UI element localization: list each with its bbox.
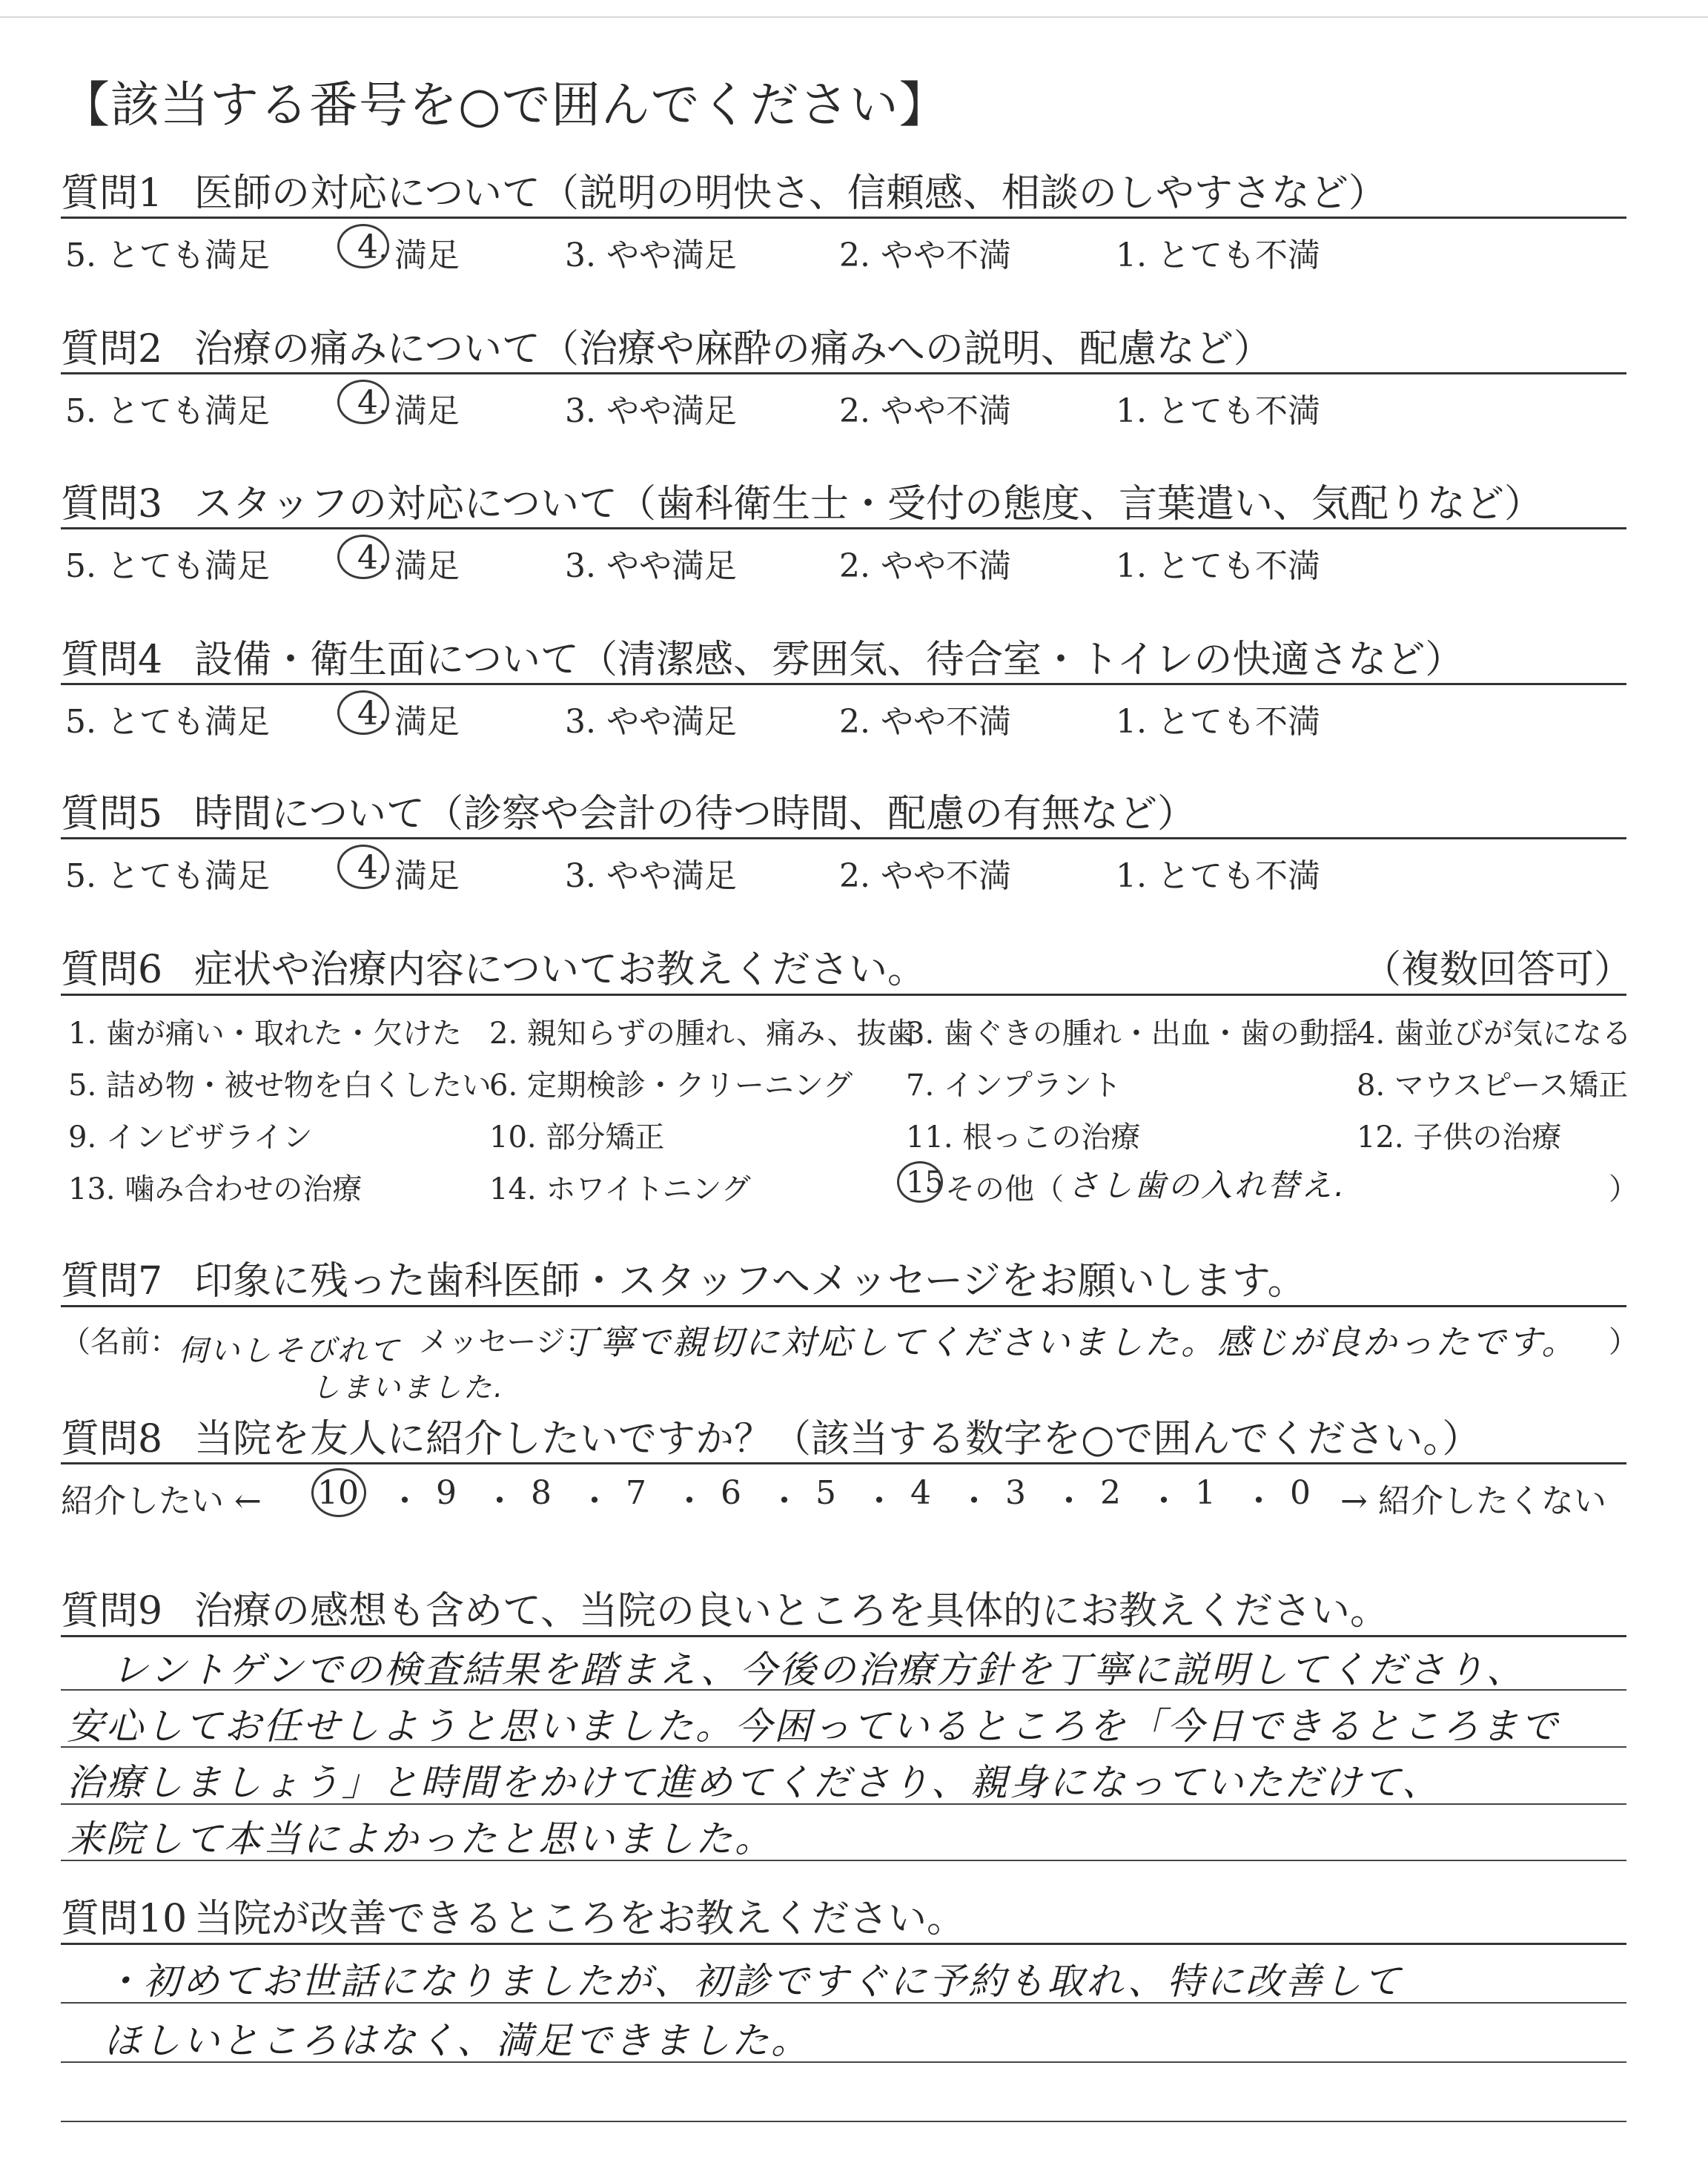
- q8-right-label: → 紹介したくない: [1340, 1482, 1606, 1520]
- q6-option-4[interactable]: 4. 歯並びが気になる: [1357, 1017, 1632, 1051]
- q2-option-4[interactable]: 3. やや満足: [565, 392, 737, 430]
- q8-scale-dot: ・: [1053, 1482, 1085, 1520]
- q8-scale-value[interactable]: 2: [1100, 1474, 1121, 1512]
- q2-number: 質問2: [61, 327, 163, 371]
- q4-rule: [61, 683, 1626, 685]
- q6-option-7[interactable]: 7. インプラント: [906, 1069, 1122, 1103]
- q1-option-6[interactable]: 1. とても不満: [1116, 237, 1320, 274]
- q10-rule: [61, 1943, 1626, 1945]
- q7-close-paren: ）: [1609, 1325, 1638, 1359]
- q4-option-2[interactable]: 4.: [357, 695, 388, 733]
- q8-selected-circle: [311, 1468, 366, 1517]
- q4-text: 設備・衛生面について（清潔感、雰囲気、待合室・トイレの快適さなど）: [194, 638, 1464, 682]
- q1-option-2[interactable]: 4.: [357, 228, 388, 266]
- q10-title: [61, 1887, 965, 1943]
- q8-scale-dot: ・: [483, 1482, 516, 1520]
- q2-option-3[interactable]: 満足: [394, 392, 460, 430]
- q8-scale-dot: ・: [1148, 1482, 1180, 1520]
- q3-number: 質問3: [61, 482, 163, 526]
- q5-option-4[interactable]: 3. やや満足: [565, 857, 737, 895]
- q8-scale-value[interactable]: 0: [1290, 1474, 1311, 1512]
- q8-rule: [61, 1462, 1626, 1464]
- q9-answer-line-2: 安心してお任せしようと思いました。今困っているところを「今日できるところまで: [67, 1705, 1560, 1748]
- q1-number: 質問1: [61, 171, 163, 216]
- q4-title: [61, 628, 1463, 684]
- q8-scale-value[interactable]: 7: [626, 1474, 646, 1512]
- q5-title: [61, 782, 1196, 838]
- q6-option-2[interactable]: 2. 親知らずの腫れ、痛み、抜歯: [489, 1017, 916, 1051]
- q6-option-11[interactable]: 11. 根っこの治療: [906, 1120, 1141, 1155]
- q6-number: 質問6: [61, 948, 163, 992]
- q6-option-15-number[interactable]: 15: [906, 1166, 944, 1200]
- q3-option-2[interactable]: 4.: [357, 539, 388, 577]
- q2-selected-circle: [337, 380, 389, 424]
- q3-rule: [61, 527, 1626, 529]
- q4-number: 質問4: [61, 638, 163, 682]
- q9-answer-line-4: 来院して本当によかったと思いました。: [67, 1817, 774, 1860]
- q3-option-6[interactable]: 1. とても不満: [1116, 547, 1320, 585]
- q8-scale-dot: ・: [863, 1482, 896, 1520]
- q7-name-answer-2: しまいました.: [311, 1371, 506, 1404]
- q9-answer-line-1: レントゲンでの検査結果を踏まえ、今後の治療方針を丁寧に説明してくださり、: [111, 1648, 1526, 1691]
- q8-left-label: 紹介したい ←: [61, 1482, 262, 1520]
- q6-rule: [61, 994, 1626, 996]
- q3-selected-circle: [337, 535, 389, 579]
- q3-option-5[interactable]: 2. やや不満: [839, 547, 1011, 585]
- q4-selected-circle: [337, 690, 389, 735]
- q8-scale-value[interactable]: 8: [531, 1474, 552, 1512]
- q8-scale-value[interactable]: 1: [1195, 1474, 1216, 1512]
- q10-number: 質問10: [61, 1897, 188, 1941]
- q7-title: [61, 1249, 1306, 1305]
- q7-rule: [61, 1305, 1626, 1307]
- q10-text: 当院が改善できるところをお教えください。: [194, 1897, 966, 1941]
- q8-number: 質問8: [61, 1417, 163, 1462]
- page-edge: [0, 16, 1708, 18]
- q6-close-paren: ）: [1609, 1172, 1638, 1206]
- q1-option-4[interactable]: 3. やや満足: [565, 237, 737, 274]
- q8-scale-dot: ・: [388, 1482, 421, 1520]
- q8-scale-dot: ・: [768, 1482, 801, 1520]
- q4-option-5[interactable]: 2. やや不満: [839, 703, 1011, 741]
- q7-number: 質問7: [61, 1259, 163, 1304]
- q2-title: [61, 317, 1272, 373]
- q5-option-3[interactable]: 満足: [394, 857, 460, 895]
- q1-selected-circle: [337, 224, 389, 268]
- q1-text: 医師の対応について（説明の明快さ、信頼感、相談のしやすさなど）: [194, 171, 1387, 216]
- q7-name-answer-1: 伺いしそびれて: [178, 1334, 401, 1368]
- q6-note: （複数回答可）: [1363, 948, 1633, 992]
- q1-rule: [61, 217, 1626, 219]
- q6-option-3[interactable]: 3. 歯ぐきの腫れ・出血・歯の動揺: [906, 1017, 1359, 1051]
- q2-option-5[interactable]: 2. やや不満: [839, 392, 1011, 430]
- q8-text: 当院を友人に紹介したいですか？（該当する数字を○で囲んでください。）: [194, 1417, 1481, 1462]
- q9-rule: [61, 1635, 1626, 1637]
- q8-scale-value[interactable]: 10: [317, 1474, 359, 1512]
- q5-text: 時間について（診察や会計の待つ時間、配慮の有無など）: [194, 792, 1196, 836]
- q10-answer-line-1: ・初めてお世話になりましたが、初診ですぐに予約も取れ、特に改善して: [104, 1960, 1403, 2003]
- q9-title: [61, 1579, 1388, 1635]
- q6-option-9[interactable]: 9. インビザライン: [68, 1120, 313, 1155]
- q6-option-5[interactable]: 5. 詰め物・被せ物を白くしたい: [68, 1069, 491, 1103]
- q8-scale-value[interactable]: 5: [815, 1474, 836, 1512]
- q5-option-2[interactable]: 4.: [357, 849, 388, 887]
- q10-answer-line-2: ほしいところはなく、満足できました。: [104, 2019, 810, 2062]
- q6-title: [61, 938, 926, 994]
- q1-option-5[interactable]: 2. やや不満: [839, 237, 1011, 274]
- q5-option-5[interactable]: 2. やや不満: [839, 857, 1011, 895]
- q6-option-15-label[interactable]: その他（: [945, 1172, 1064, 1206]
- q9-answer-line-3: 治療しましょう」と時間をかけて進めてくださり、親身になっていただけて、: [67, 1761, 1441, 1804]
- q6-option-13[interactable]: 13. 噛み合わせの治療: [68, 1172, 363, 1206]
- q2-option-1[interactable]: 5. とても満足: [65, 392, 270, 430]
- q7-text: 印象に残った歯科医師・スタッフへメッセージをお願いします。: [194, 1259, 1306, 1304]
- q8-scale-value[interactable]: 9: [436, 1474, 457, 1512]
- q9-number: 質問9: [61, 1589, 163, 1634]
- q8-scale-dot: ・: [673, 1482, 706, 1520]
- q2-rule: [61, 372, 1626, 374]
- q10-line-3: [61, 2121, 1626, 2122]
- q5-option-6[interactable]: 1. とても不満: [1116, 857, 1320, 895]
- q1-title: [61, 162, 1387, 217]
- q7-message-label: メッセージ：: [419, 1325, 595, 1359]
- q4-option-1[interactable]: 5. とても満足: [65, 703, 270, 741]
- q3-option-1[interactable]: 5. とても満足: [65, 547, 270, 585]
- q8-scale-dot: ・: [958, 1482, 990, 1520]
- q5-number: 質問5: [61, 792, 163, 836]
- q6-other-answer: さし歯の入れ替え.: [1068, 1167, 1347, 1203]
- q9-text: 治療の感想も含めて、当院の良いところを具体的にお教えください。: [194, 1589, 1388, 1634]
- q6-option-14[interactable]: 14. ホワイトニング: [489, 1172, 751, 1206]
- q6-option-1[interactable]: 1. 歯が痛い・取れた・欠けた: [68, 1017, 462, 1051]
- q3-option-3[interactable]: 満足: [394, 547, 460, 585]
- q6-selected-circle: [897, 1161, 943, 1203]
- q5-option-1[interactable]: 5. とても満足: [65, 857, 270, 895]
- q8-scale-value[interactable]: 3: [1005, 1474, 1026, 1512]
- q8-scale-value[interactable]: 6: [721, 1474, 741, 1512]
- q6-option-8[interactable]: 8. マウスピース矯正: [1357, 1069, 1629, 1103]
- q3-title: [61, 472, 1543, 528]
- page-heading: 【該当する番号を○で囲んでください】: [61, 76, 949, 133]
- q7-name-label: （名前：: [61, 1325, 179, 1359]
- q2-text: 治療の痛みについて（治療や麻酔の痛みへの説明、配慮など）: [194, 327, 1272, 371]
- q4-option-6[interactable]: 1. とても不満: [1116, 703, 1320, 741]
- q5-selected-circle: [337, 845, 389, 889]
- q1-option-3[interactable]: 満足: [394, 237, 460, 274]
- q3-text: スタッフの対応について（歯科衛生士・受付の態度、言葉遣い、気配りなど）: [194, 482, 1543, 526]
- q8-scale-dot: ・: [1242, 1482, 1275, 1520]
- q8-title: [61, 1407, 1480, 1463]
- q2-option-6[interactable]: 1. とても不満: [1116, 392, 1320, 430]
- q6-option-10[interactable]: 10. 部分矯正: [489, 1120, 665, 1155]
- q3-option-4[interactable]: 3. やや満足: [565, 547, 737, 585]
- q8-scale-value[interactable]: 4: [910, 1474, 931, 1512]
- q7-message-answer: 丁寧で親切に対応してくださいました。感じが良かったです。: [563, 1322, 1578, 1362]
- q4-option-3[interactable]: 満足: [394, 703, 460, 741]
- q6-text: 症状や治療内容についてお教えください。: [194, 948, 926, 992]
- q6-option-12[interactable]: 12. 子供の治療: [1357, 1120, 1562, 1155]
- q6-option-6[interactable]: 6. 定期検診・クリーニング: [489, 1069, 853, 1103]
- q1-option-1[interactable]: 5. とても満足: [65, 237, 270, 274]
- q8-scale-dot: ・: [578, 1482, 611, 1520]
- q4-option-4[interactable]: 3. やや満足: [565, 703, 737, 741]
- q5-rule: [61, 837, 1626, 839]
- q2-option-2[interactable]: 4.: [357, 384, 388, 422]
